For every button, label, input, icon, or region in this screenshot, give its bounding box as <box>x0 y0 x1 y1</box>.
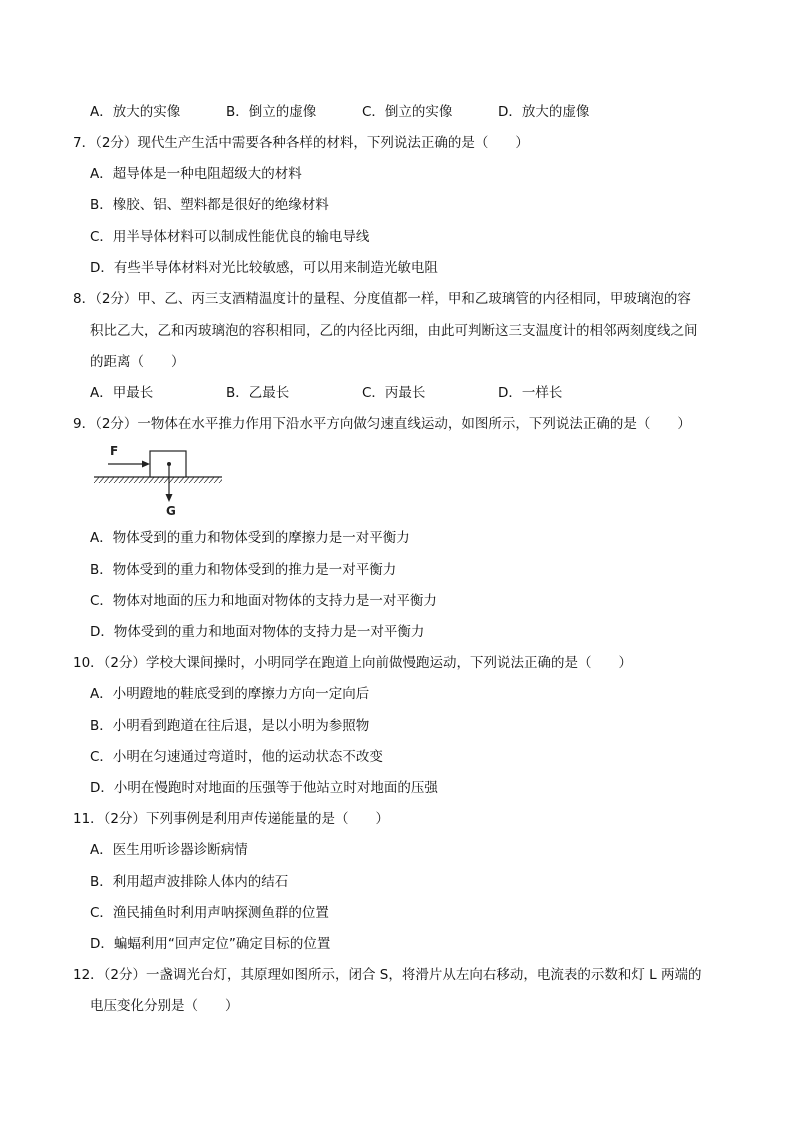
q10-option-c: C．小明在匀速通过弯道时，他的运动状态不改变 <box>90 749 383 765</box>
q8-option-d: D．一样长 <box>498 385 563 401</box>
q11-stem: 11．（2分）下列事例是利用声传递能量的是（ ） <box>73 811 390 827</box>
q8-stem-line-1: 8．（2分）甲、乙、丙三支酒精温度计的量程、分度值都一样，甲和乙玻璃管的内径相同，甲玻璃泡的容 <box>73 291 691 307</box>
q9-option-a: A．物体受到的重力和物体受到的摩擦力是一对平衡力 <box>90 530 410 546</box>
q6-option-c: C．倒立的实像 <box>362 104 453 120</box>
q7-option-c: C．用半导体材料可以制成性能优良的输电导线 <box>90 229 370 245</box>
q8-stem-line-3: 的距离（ ） <box>90 354 185 370</box>
q12-stem-line-1: 12．（2分）一盏调光台灯，其原理如图所示，闭合 S，将滑片从左向右移动，电流表的示数和灯 L 两端的 <box>73 967 702 983</box>
q12-stem-line-2: 电压变化分别是（ ） <box>90 998 239 1014</box>
q9-stem: 9．（2分）一物体在水平推力作用下沿水平方向做匀速直线运动，如图所示，下列说法正确的是（ ） <box>73 416 691 432</box>
q8-stem-line-2: 积比乙大，乙和丙玻璃泡的容积相同，乙的内径比丙细，由此可判断这三支温度计的相邻两刻度线之间 <box>90 323 698 339</box>
q10-stem: 10．（2分）学校大课间操时，小明同学在跑道上向前做慢跑运动，下列说法正确的是（ ） <box>73 655 633 671</box>
q7-option-b: B．橡胶、铝、塑料都是很好的绝缘材料 <box>90 197 329 213</box>
ground-hatching <box>94 477 222 483</box>
q9-option-d: D．物体受到的重力和地面对物体的支持力是一对平衡力 <box>90 624 425 640</box>
q10-option-d: D．小明在慢跑时对地面的压强等于他站立时对地面的压强 <box>90 780 438 796</box>
push-force-arrowhead <box>142 461 150 468</box>
q7-option-d: D．有些半导体材料对光比较敏感，可以用来制造光敏电阻 <box>90 260 438 276</box>
q9-option-c: C．物体对地面的压力和地面对物体的支持力是一对平衡力 <box>90 593 437 609</box>
q6-option-b: B．倒立的虚像 <box>226 104 317 120</box>
q8-option-b: B．乙最长 <box>226 385 290 401</box>
q10-option-b: B．小明看到跑道在往后退，是以小明为参照物 <box>90 718 370 734</box>
q9-force-diagram <box>90 440 230 520</box>
gravity-label: G <box>166 504 176 518</box>
q7-option-a: A．超导体是一种电阻超级大的材料 <box>90 166 302 182</box>
q10-option-a: A．小明蹬地的鞋底受到的摩擦力方向一定向后 <box>90 686 370 702</box>
q11-option-b: B．利用超声波排除人体内的结石 <box>90 874 289 890</box>
q8-option-c: C．丙最长 <box>362 385 426 401</box>
q11-option-a: A．医生用听诊器诊断病情 <box>90 842 248 858</box>
q8-options <box>90 384 710 402</box>
q8-option-a: A．甲最长 <box>90 385 154 401</box>
q6-option-d: D．放大的虚像 <box>498 104 590 120</box>
q6-option-a: A．放大的实像 <box>90 104 181 120</box>
q7-stem: 7．（2分）现代生产生活中需要各种各样的材料，下列说法正确的是（ ） <box>73 135 529 151</box>
gravity-arrowhead <box>166 494 173 502</box>
q11-option-c: C．渔民捕鱼时利用声呐探测鱼群的位置 <box>90 905 329 921</box>
q6-options <box>90 103 710 121</box>
q11-option-d: D．蝙蝠利用“回声定位”确定目标的位置 <box>90 936 331 952</box>
q9-option-b: B．物体受到的重力和物体受到的推力是一对平衡力 <box>90 562 397 578</box>
force-label: F <box>110 444 119 458</box>
